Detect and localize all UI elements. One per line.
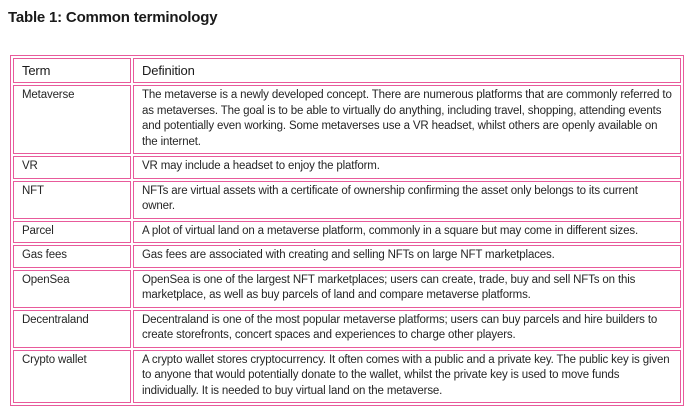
table-caption: Table 1: Common terminology <box>8 9 218 26</box>
term-cell: Gas fees <box>13 245 131 268</box>
table-row <box>13 156 681 179</box>
term-cell: Crypto wallet <box>13 350 131 404</box>
term-cell: VR <box>13 156 131 179</box>
definition-cell: Decentraland is one of the most popular metaverse platforms; users can buy parcels and hire builders to create storefronts, concert spaces and experiences to charge other players. <box>133 310 681 348</box>
definition-cell: Gas fees are associated with creating and selling NFTs on large NFT marketplaces. <box>133 245 681 268</box>
terminology-table <box>10 55 684 406</box>
table-row <box>13 270 681 308</box>
definition-cell: VR may include a headset to enjoy the platform. <box>133 156 681 179</box>
table-row <box>13 245 681 268</box>
table-row <box>13 85 681 154</box>
term-column-header: Term <box>13 58 131 83</box>
definition-column-header: Definition <box>133 58 681 83</box>
definition-cell: OpenSea is one of the largest NFT marketplaces; users can create, trade, buy and sell NFTs on this marketplace, as well as buy parcels of land and compare metaverse platforms. <box>133 270 681 308</box>
table-header-row <box>13 58 681 83</box>
definition-cell: A plot of virtual land on a metaverse platform, commonly in a square but may come in different sizes. <box>133 221 681 244</box>
table-row <box>13 350 681 404</box>
term-cell: Parcel <box>13 221 131 244</box>
term-cell: Decentraland <box>13 310 131 348</box>
term-cell: Metaverse <box>13 85 131 154</box>
definition-cell: NFTs are virtual assets with a certificate of ownership confirming the asset only belongs to its current owner. <box>133 181 681 219</box>
term-cell: NFT <box>13 181 131 219</box>
table-row <box>13 221 681 244</box>
table-row <box>13 310 681 348</box>
term-cell: OpenSea <box>13 270 131 308</box>
table-row <box>13 181 681 219</box>
definition-cell: A crypto wallet stores cryptocurrency. It often comes with a public and a private key. The public key is given to anyone that would potentially donate to the wallet, whilst the private key is used to move funds individually. It is needed to buy virtual land on the metaverse. <box>133 350 681 404</box>
definition-cell: The metaverse is a newly developed concept. There are numerous platforms that are commonly referred to as metaverses. The goal is to be able to virtually do anything, including travel, shopping, attending events and potentially even working. Some metaverses use a VR headset, whilst others are openly available on the internet. <box>133 85 681 154</box>
